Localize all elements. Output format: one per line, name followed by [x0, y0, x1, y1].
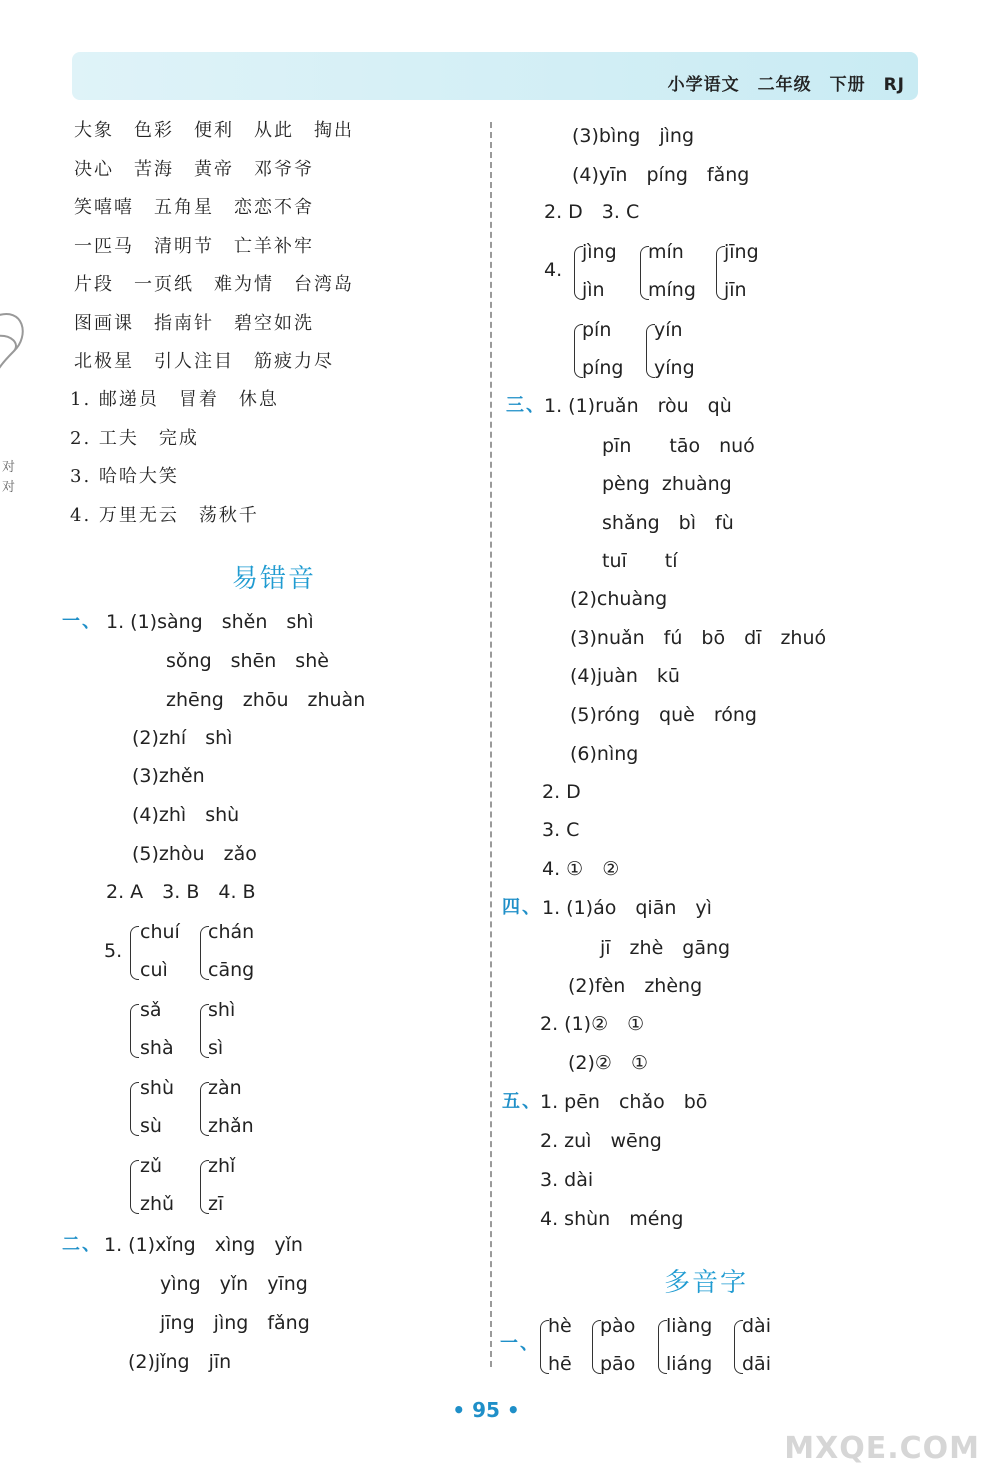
- answer-line: (4)juàn kū: [570, 665, 680, 687]
- section-marker: 一、: [62, 611, 102, 632]
- answer-line: sǒng shēn shè: [166, 650, 329, 672]
- word-line: 一匹马 清明节 亡羊补牢: [74, 236, 314, 257]
- pinyin-top: pào: [600, 1315, 636, 1337]
- answer-line: 4. shùn méng: [540, 1208, 684, 1230]
- pinyin-top: liàng: [666, 1315, 713, 1337]
- pinyin-top: zhǐ: [208, 1155, 236, 1177]
- pinyin-top: shù: [140, 1077, 174, 1099]
- answer-line: yìng yǐn yīng: [160, 1273, 308, 1295]
- answer-line: 2. zuì wēng: [540, 1130, 662, 1152]
- answer-line: 4. ① ②: [542, 858, 620, 880]
- pinyin-top: dài: [742, 1315, 771, 1337]
- pinyin-top: chán: [208, 921, 255, 943]
- answer-line: (2)jǐng jīn: [128, 1351, 232, 1373]
- answer-line: 3. dài: [540, 1169, 594, 1191]
- pinyin-bottom: shà: [140, 1037, 174, 1059]
- question-label: 5.: [104, 940, 123, 962]
- column-divider: [490, 122, 492, 1367]
- section-marker: 三、: [506, 395, 546, 416]
- section-title-duoyinzi: 多音字: [664, 1268, 749, 1298]
- pinyin-bottom: zhǔ: [140, 1193, 175, 1215]
- pinyin-bottom: hē: [548, 1353, 572, 1375]
- pinyin-top: sǎ: [140, 999, 162, 1021]
- pinyin-bottom: míng: [648, 279, 696, 301]
- pinyin-bottom: yíng: [654, 357, 695, 379]
- pinyin-bottom: dāi: [742, 1353, 771, 1375]
- word-line: 4. 万里无云 荡秋千: [70, 505, 259, 526]
- pinyin-top: zǔ: [140, 1155, 163, 1177]
- pinyin-bottom: píng: [582, 357, 624, 379]
- answer-line: 2. (1)② ①: [540, 1013, 645, 1035]
- section-marker: 四、: [502, 897, 542, 918]
- answer-line: 1. pēn chǎo bō: [540, 1091, 708, 1113]
- pinyin-top: zàn: [208, 1077, 242, 1099]
- pinyin-bottom: pāo: [600, 1353, 636, 1375]
- word-line: 3. 哈哈大笑: [70, 466, 179, 487]
- header-grade: 二年级: [757, 75, 812, 95]
- pinyin-bottom: zhǎn: [208, 1115, 254, 1137]
- section-title-yicuoyin: 易错音: [232, 564, 317, 594]
- answer-line: zhēng zhōu zhuàn: [166, 689, 366, 711]
- pinyin-bottom: jīn: [724, 279, 747, 301]
- word-line: 图画课 指南针 碧空如洗: [74, 313, 314, 334]
- answer-line: (5)zhòu zǎo: [132, 843, 257, 865]
- header-volume: 下册: [829, 75, 866, 95]
- pinyin-top: yín: [654, 319, 683, 341]
- answer-line: (3)nuǎn fú bō dī zhuó: [570, 627, 827, 649]
- answer-line: tuī tí: [602, 550, 678, 572]
- answer-line: (3)zhěn: [132, 765, 205, 787]
- pinyin-top: jīng: [724, 241, 759, 263]
- answer-line: 2. D: [542, 781, 581, 803]
- pinyin-top: hè: [548, 1315, 572, 1337]
- answer-line: 2. A 3. B 4. B: [106, 881, 256, 903]
- section-marker: 二、: [62, 1234, 102, 1255]
- answer-line: pīn tāo nuó: [602, 435, 755, 457]
- margin-mark: 对: [2, 480, 16, 495]
- answer-line: jīng jìng fǎng: [160, 1312, 310, 1334]
- answer-line: 1. (1)áo qiān yì: [542, 897, 712, 919]
- answer-line: (4)yīn píng fǎng: [572, 164, 750, 186]
- question-label: 4.: [544, 259, 563, 281]
- pinyin-top: jìng: [582, 241, 617, 263]
- page-number: • 95 •: [452, 1398, 520, 1422]
- answer-line: (5)róng què róng: [570, 704, 757, 726]
- pinyin-bottom: cāng: [208, 959, 255, 981]
- answer-line: (2)② ①: [568, 1052, 648, 1074]
- answer-line: (2)zhí shì: [132, 727, 233, 749]
- answer-line: 1. (1)ruǎn ròu qù: [544, 395, 732, 417]
- word-line: 北极星 引人注目 筋疲力尽: [74, 351, 334, 372]
- brace: [130, 1160, 139, 1214]
- pinyin-top: pín: [582, 319, 612, 341]
- pinyin-top: mín: [648, 241, 684, 263]
- section-marker: 五、: [502, 1091, 542, 1112]
- pinyin-top: shì: [208, 999, 236, 1021]
- pinyin-bottom: liáng: [666, 1353, 713, 1375]
- answer-line: pèng zhuàng: [602, 473, 732, 495]
- answer-line: 1. (1)xǐng xìng yǐn: [104, 1234, 303, 1256]
- answer-line: (4)zhì shù: [132, 804, 240, 826]
- word-line: 决心 苦海 黄帝 邓爷爷: [74, 159, 314, 180]
- watermark: MXQE.COM: [784, 1431, 980, 1466]
- pinyin-bottom: sù: [140, 1115, 162, 1137]
- header-subject: 小学语文: [667, 75, 740, 95]
- margin-mark: 对: [2, 460, 16, 475]
- brace: [130, 1004, 139, 1058]
- section-marker: 一、: [500, 1333, 540, 1354]
- pinyin-top: chuí: [140, 921, 180, 943]
- pinyin-bottom: cuì: [140, 959, 168, 981]
- brace: [130, 1082, 139, 1136]
- header-edition: RJ: [883, 75, 905, 95]
- word-line: 1. 邮递员 冒着 休息: [70, 389, 279, 410]
- answer-line: 1. (1)sàng shěn shì: [106, 611, 314, 633]
- answer-line: (3)bìng jìng: [572, 125, 695, 147]
- answer-line: shǎng bì fù: [602, 512, 734, 534]
- answer-line: (2)fèn zhèng: [568, 975, 703, 997]
- pinyin-bottom: sì: [208, 1037, 224, 1059]
- answer-line: jī zhè gāng: [600, 937, 731, 959]
- answer-line: (6)nìng: [570, 743, 639, 765]
- word-line: 大象 色彩 便利 从此 掏出: [74, 120, 354, 141]
- pinyin-bottom: zī: [208, 1193, 224, 1215]
- answer-line: 2. D 3. C: [544, 201, 640, 223]
- answer-line: 3. C: [542, 819, 580, 841]
- header-info: [650, 70, 905, 95]
- word-line: 笑嘻嘻 五角星 恋恋不舍: [74, 197, 314, 218]
- word-line: 2. 工夫 完成: [70, 428, 199, 449]
- pinyin-bottom: jìn: [582, 279, 605, 301]
- brace: [130, 926, 139, 980]
- answer-line: (2)chuàng: [570, 588, 668, 610]
- leaf-decoration-icon: [0, 306, 32, 376]
- word-line: 片段 一页纸 难为情 台湾岛: [74, 274, 354, 295]
